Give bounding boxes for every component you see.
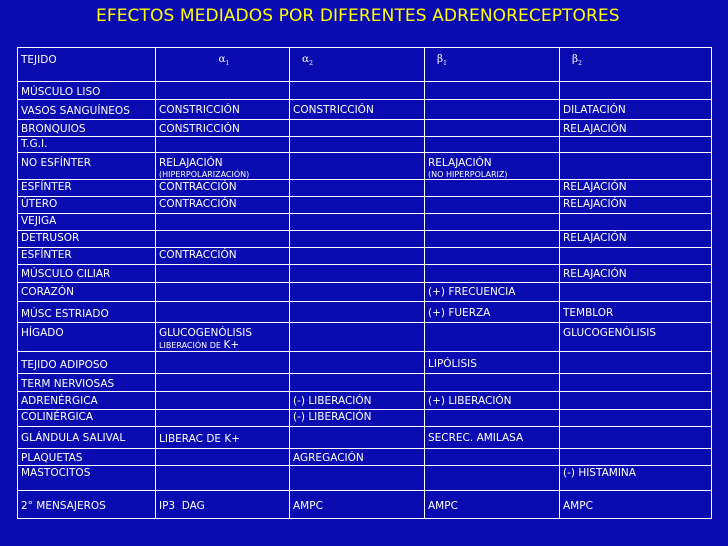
cell-beta2: (-) HISTAMINA — [560, 466, 712, 491]
cell-beta1 — [425, 231, 560, 248]
cell-tejido: DETRUSOR — [18, 231, 156, 248]
cell-alpha1 — [156, 466, 290, 491]
cell-beta2 — [560, 449, 712, 466]
cell-alpha2: CONSTRICCIÓN — [290, 100, 425, 120]
cell-alpha1: CONSTRICCIÓN — [156, 120, 290, 137]
cell-alpha1 — [156, 410, 290, 427]
table-row — [18, 197, 712, 214]
table-row — [18, 120, 712, 137]
adrenoreceptor-table — [17, 47, 712, 519]
cell-tejido: PLAQUETAS — [18, 449, 156, 466]
table-row — [18, 180, 712, 197]
cell-alpha2: AGREGACIÓN — [290, 449, 425, 466]
cell-beta1: RELAJACIÓN (NO HIPERPOLARIZ) — [425, 153, 560, 180]
cell-tejido: VASOS SANGUÍNEOS — [18, 100, 156, 120]
cell-alpha1: LIBERAC DE K+ — [156, 427, 290, 449]
cell-alpha1: CONSTRICCIÓN — [156, 100, 290, 120]
header-alpha2: $\alpha_2$ — [290, 48, 425, 82]
cell-alpha1 — [156, 449, 290, 466]
cell-tejido: NO ESFÍNTER — [18, 153, 156, 180]
cell-alpha1: CONTRACCIÓN — [156, 197, 290, 214]
cell-alpha2 — [290, 283, 425, 302]
cell-beta1: (+) FRECUENCIA — [425, 283, 560, 302]
table-row — [18, 265, 712, 283]
cell-tejido: HÍGADO — [18, 323, 156, 352]
cell-alpha2 — [290, 180, 425, 197]
cell-tejido: CORAZÓN — [18, 283, 156, 302]
cell-alpha2 — [290, 265, 425, 283]
header-beta2: $\beta_2$ — [560, 48, 712, 82]
table-row — [18, 214, 712, 231]
cell-beta2: RELAJACIÓN — [560, 231, 712, 248]
cell-alpha2 — [290, 248, 425, 265]
cell-beta2 — [560, 392, 712, 410]
cell-beta2 — [560, 352, 712, 374]
cell-alpha2 — [290, 120, 425, 137]
cell-beta1 — [425, 323, 560, 352]
cell-alpha1: IP3 DAG — [156, 491, 290, 519]
table-row — [18, 392, 712, 410]
cell-beta2 — [560, 283, 712, 302]
table-row — [18, 466, 712, 491]
cell-tejido: TEJIDO ADIPOSO — [18, 352, 156, 374]
cell-alpha2: (-) LIBERACIÓN — [290, 410, 425, 427]
cell-alpha1 — [156, 265, 290, 283]
cell-beta2 — [560, 427, 712, 449]
cell-beta2: AMPC — [560, 491, 712, 519]
header-tejido: TEJIDO — [18, 48, 156, 82]
cell-alpha1: GLUCOGENÓLISIS LIBERACIÓN DE K+ — [156, 323, 290, 352]
cell-tejido: ESFÍNTER — [18, 248, 156, 265]
cell-beta1 — [425, 100, 560, 120]
table-row — [18, 427, 712, 449]
table-row — [18, 410, 712, 427]
cell-alpha2: AMPC — [290, 491, 425, 519]
table-row — [18, 231, 712, 248]
cell-tejido: MASTOCITOS — [18, 466, 156, 491]
cell-tejido: GLÁNDULA SALIVAL — [18, 427, 156, 449]
cell-beta1 — [425, 197, 560, 214]
cell-tejido: MÚSC ESTRIADO — [18, 302, 156, 323]
page-title: EFECTOS MEDIADOS POR DIFERENTES ADRENORECEPTORES — [96, 6, 620, 26]
cell-alpha2 — [290, 352, 425, 374]
cell-alpha2 — [290, 427, 425, 449]
cell-tejido: MÚSCULO CILIAR — [18, 265, 156, 283]
table-header-row — [18, 48, 712, 82]
table-row — [18, 137, 712, 153]
cell-beta2: RELAJACIÓN — [560, 180, 712, 197]
cell-beta2 — [560, 153, 712, 180]
cell-beta1: (+) FUERZA — [425, 302, 560, 323]
cell-beta2 — [560, 248, 712, 265]
cell-beta2: RELAJACIÓN — [560, 120, 712, 137]
cell-tejido: BRONQUIOS — [18, 120, 156, 137]
cell-beta2: RELAJACIÓN — [560, 265, 712, 283]
cell-alpha2: (-) LIBERACIÓN — [290, 392, 425, 410]
cell-beta1: AMPC — [425, 491, 560, 519]
cell-alpha1 — [156, 283, 290, 302]
cell-beta1 — [425, 248, 560, 265]
cell-alpha2 — [290, 231, 425, 248]
table-row — [18, 302, 712, 323]
cell-beta1: (+) LIBERACIÓN — [425, 392, 560, 410]
cell-alpha2 — [290, 197, 425, 214]
table-row — [18, 323, 712, 352]
header-alpha1: $\alpha_1$ — [156, 48, 290, 82]
cell-beta1 — [425, 410, 560, 427]
table-row — [18, 248, 712, 265]
cell-beta2: RELAJACIÓN — [560, 197, 712, 214]
cell-beta1 — [425, 265, 560, 283]
cell-alpha2 — [290, 323, 425, 352]
table-row — [18, 153, 712, 180]
table-row — [18, 82, 712, 100]
cell-alpha2 — [290, 466, 425, 491]
section-tgi: T.G.I. — [18, 137, 156, 153]
cell-beta1 — [425, 180, 560, 197]
cell-beta1 — [425, 466, 560, 491]
section-musculo-liso: MÚSCULO LISO — [18, 82, 156, 100]
table-row — [18, 449, 712, 466]
cell-alpha1 — [156, 392, 290, 410]
cell-tejido: ESFÍNTER — [18, 180, 156, 197]
section-vejiga: VEJIGA — [18, 214, 156, 231]
cell-tejido: COLINÉRGICA — [18, 410, 156, 427]
cell-tejido: ÚTERO — [18, 197, 156, 214]
table-row — [18, 374, 712, 392]
table-row — [18, 491, 712, 519]
cell-tejido: ADRENÉRGICA — [18, 392, 156, 410]
cell-alpha2 — [290, 302, 425, 323]
section-term-nerviosas: TERM NERVIOSAS — [18, 374, 156, 392]
cell-alpha1 — [156, 302, 290, 323]
table-row — [18, 283, 712, 302]
cell-alpha1 — [156, 231, 290, 248]
cell-beta1: LIPÓLISIS — [425, 352, 560, 374]
cell-alpha1: RELAJACIÓN (HIPERPOLARIZACIÓN) — [156, 153, 290, 180]
header-beta1: $\beta_1$ — [425, 48, 560, 82]
cell-beta1 — [425, 449, 560, 466]
cell-alpha1: CONTRACCIÓN — [156, 248, 290, 265]
cell-beta2 — [560, 410, 712, 427]
cell-beta2: DILATACIÓN — [560, 100, 712, 120]
cell-alpha1: CONTRACCIÓN — [156, 180, 290, 197]
table-row — [18, 100, 712, 120]
cell-tejido: 2° MENSAJEROS — [18, 491, 156, 519]
cell-beta2: GLUCOGENÓLISIS — [560, 323, 712, 352]
cell-beta1 — [425, 120, 560, 137]
cell-alpha2 — [290, 153, 425, 180]
cell-beta1: SECREC. AMILASA — [425, 427, 560, 449]
cell-alpha1 — [156, 352, 290, 374]
cell-beta2: TEMBLOR — [560, 302, 712, 323]
table-row — [18, 352, 712, 374]
